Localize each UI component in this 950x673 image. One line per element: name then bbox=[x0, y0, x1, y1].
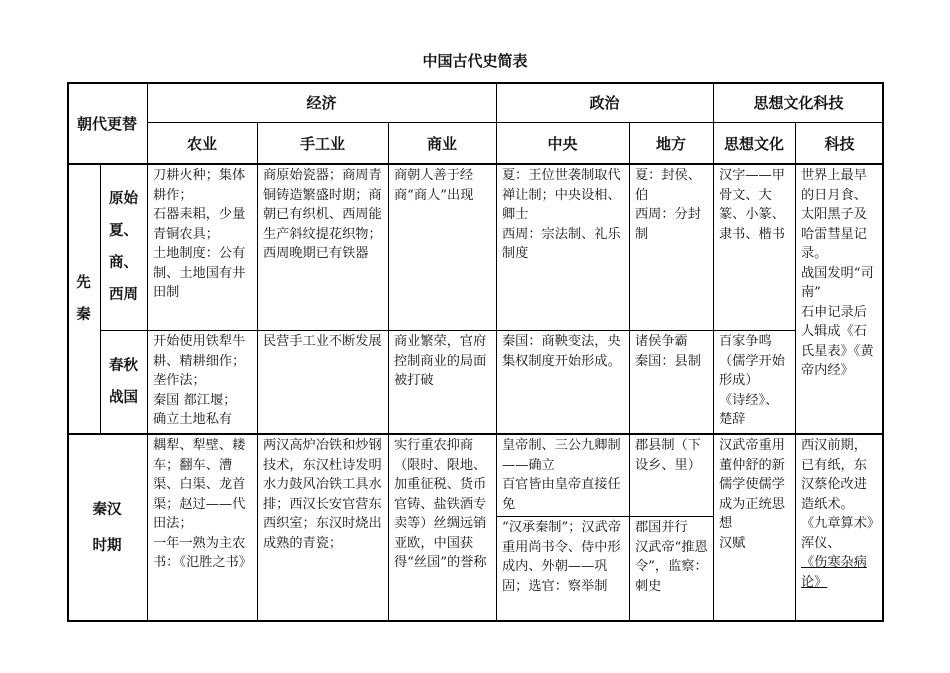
hline-qinhan-politics bbox=[496, 516, 713, 517]
vline-economy-politics bbox=[496, 82, 497, 622]
header-politics: 政治 bbox=[589, 93, 620, 112]
xianqin-tech: 世界上最早的日月食、太阳黑子及哈雷彗星记录。 战国发明“司南” 石申记录后人辑成《石氏星表》《黄帝内经》 bbox=[801, 168, 874, 378]
qinhan-tech-text: 西汉前期，已有纸，东汉蔡伦改进造纸术。 《九章算术》浑仪、 bbox=[801, 438, 874, 551]
period-xia-shang-zhou: 原始 夏、 商、 西周 bbox=[109, 191, 138, 303]
xsz-thought: 汉字——甲骨文、大篆、小篆、隶书、楷书 bbox=[719, 168, 785, 242]
hline-xianqin-qinhan bbox=[67, 433, 884, 435]
vline-thought-tech bbox=[795, 122, 796, 622]
border-top bbox=[67, 82, 884, 84]
qinhan-central-a: 皇帝制、三公九卿制——确立 百官皆由皇帝直接任免 bbox=[502, 438, 621, 512]
border-bottom bbox=[67, 620, 884, 622]
header-local: 地方 bbox=[655, 134, 686, 153]
vline-period-inner bbox=[100, 164, 101, 434]
header-agriculture: 农业 bbox=[186, 134, 217, 153]
header-handicraft: 手工业 bbox=[299, 134, 345, 153]
qinhan-local-a: 郡县制（下设乡、里） bbox=[635, 438, 701, 473]
period-chunqiu-zhanguo: 春秋 战国 bbox=[109, 358, 138, 406]
qinhan-tech-underlined: 《伤寒杂病论》 bbox=[801, 555, 867, 590]
qinhan-agriculture: 耦犁、犁壁、耧车；翻车、漕渠、白渠、龙首渠；赵过——代田法； 一年一熟为主农书：《氾胜之书》 bbox=[153, 438, 252, 570]
qinhan-central-b: “汉承秦制”；汉武帝重用尚书令、侍中形成内、外朝——巩固；选官：察举制 bbox=[502, 520, 621, 594]
cqzg-commerce: 商业繁荣，官府控制商业的局面被打破 bbox=[394, 334, 487, 388]
period-xianqin: 先 秦 bbox=[76, 275, 91, 323]
qinhan-commerce: 实行重农抑商（限时、限地、加重征税、货币官铸、盐铁酒专卖等）丝绸远销亚欧，中国获得“丝国”的誉称 bbox=[394, 438, 487, 570]
header-culture-group: 思想文化科技 bbox=[753, 93, 844, 112]
header-thought: 思想文化 bbox=[723, 134, 784, 153]
vline-politics-culture bbox=[713, 82, 714, 622]
qinhan-thought: 汉武帝重用董仲舒的新儒学使儒学成为正统思想 汉赋 bbox=[719, 438, 785, 551]
vline-handi-comm bbox=[388, 122, 389, 622]
xsz-handicraft: 商原始瓷器；商周青铜铸造繁盛时期；商朝已有织机、西周能生产斜纹提花织物；西周晚期已有铁器 bbox=[263, 168, 382, 261]
header-central: 中央 bbox=[547, 134, 578, 153]
vline-agri-handi bbox=[257, 122, 258, 622]
cqzg-thought: 百家争鸣（儒学开始形成） 《诗经》、楚辞 bbox=[719, 334, 785, 427]
hline-header-bottom bbox=[67, 163, 884, 165]
cqzg-central: 秦国：商鞅变法，央集权制度开始形成。 bbox=[502, 334, 621, 369]
history-table bbox=[67, 82, 884, 622]
hline-xsz-cqzg-a bbox=[100, 330, 795, 331]
xsz-central: 夏：王位世袭制取代禅让制；中央设相、卿士 西周：宗法制、礼乐制度 bbox=[502, 168, 621, 261]
qinhan-tech bbox=[795, 434, 884, 622]
vline-dynasty bbox=[147, 82, 148, 622]
xsz-agriculture: 刀耕火种；集体耕作； 石器耒耜，少量青铜农具； 土地制度：公有制、土地国有井田制 bbox=[153, 168, 246, 300]
cqzg-local: 诸侯争霸 秦国：县制 bbox=[635, 334, 701, 369]
header-commerce: 商业 bbox=[426, 134, 457, 153]
qinhan-local-b: 郡国并行 汉武帝“推恩令”，监察：刺史 bbox=[635, 520, 708, 594]
xsz-local: 夏：封侯、伯 西周：分封制 bbox=[635, 168, 701, 242]
qinhan-handicraft: 两汉高炉冶铁和炒钢技术，东汉杜诗发明水力鼓风冶铁工具水排；西汉长安官营东西织室；东汉时烧出成熟的青瓷； bbox=[263, 438, 382, 551]
cqzg-handicraft: 民营手工业不断发展 bbox=[263, 334, 382, 349]
vline-central-local bbox=[629, 122, 630, 622]
header-tech: 科技 bbox=[824, 134, 855, 153]
period-qin-han: 秦汉 时期 bbox=[92, 502, 122, 554]
header-economy: 经济 bbox=[306, 93, 337, 112]
xsz-commerce: 商朝人善于经商“商人”出现 bbox=[394, 168, 474, 203]
header-dynasty: 朝代更替 bbox=[76, 114, 137, 133]
cqzg-agriculture: 开始使用铁犁牛耕、精耕细作；垄作法； 秦国 都江堰； 确立土地私有 bbox=[153, 334, 246, 427]
page-title: 中国古代史简表 bbox=[422, 52, 528, 70]
